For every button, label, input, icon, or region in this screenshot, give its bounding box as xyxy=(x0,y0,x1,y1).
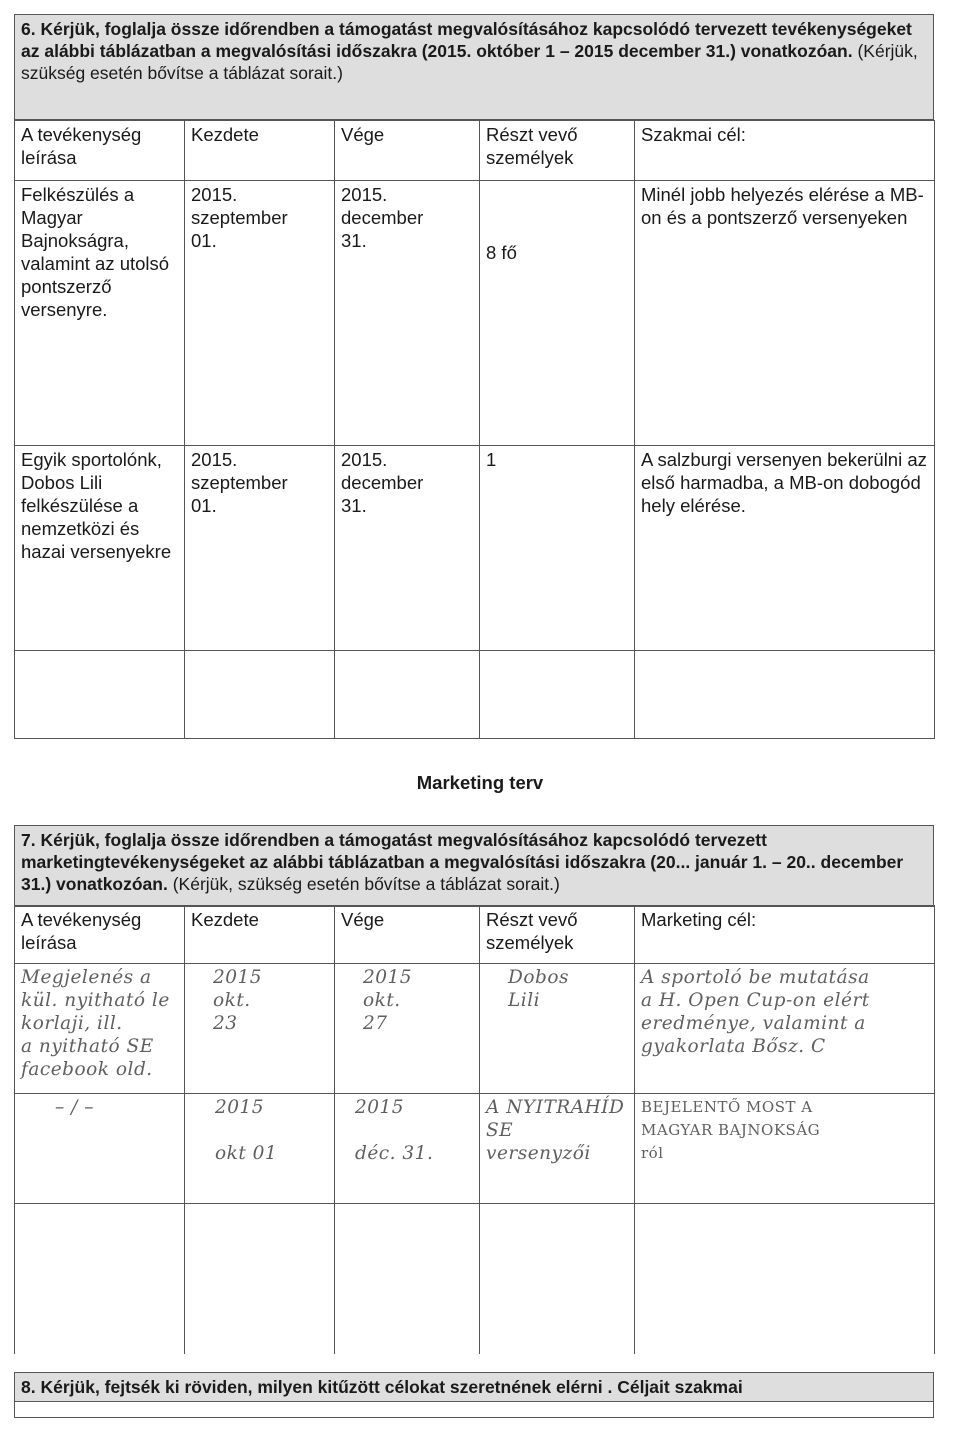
header-end: Vége xyxy=(335,906,480,964)
empty-cell xyxy=(15,1204,185,1354)
header-start: Kezdete xyxy=(185,121,335,181)
handwritten-people: A NYITRAHÍD SE versenyzői xyxy=(480,1094,635,1204)
handwritten-start: 2015 okt. 23 xyxy=(185,964,335,1094)
section-6-text: Kérjük, foglalja össze időrendben a támogatást megvalósításához kapcsolódó tervezett tevékenységeket az alábbi táblázatban a megvalósítási időszakra (2015. október 1 – 2015 december 31.) vonatkozóan. xyxy=(21,19,912,61)
table-row xyxy=(15,181,935,446)
activities-table xyxy=(14,120,935,739)
table-row xyxy=(15,964,935,1094)
header-people: Részt vevő személyek xyxy=(480,906,635,964)
header-end: Vége xyxy=(335,121,480,181)
handwritten-end: 2015 déc. 31. xyxy=(335,1094,480,1204)
section-7-text: Kérjük, foglalja össze időrendben a támogatást megvalósításához kapcsolódó tervezett marketingtevékenységeket az alábbi táblázatban a megvalósítási időszakra (20... január 1. – 20.. december 31.) vonatkozóan. xyxy=(21,830,904,894)
handwritten-people: Dobos Lili xyxy=(480,964,635,1094)
activities-header-row xyxy=(15,121,935,181)
empty-cell xyxy=(480,1204,635,1354)
row-people: 8 fő xyxy=(480,181,635,446)
empty-cell xyxy=(635,1204,935,1354)
empty-cell xyxy=(335,651,480,739)
section-8-header xyxy=(14,1372,934,1402)
empty-cell xyxy=(480,651,635,739)
marketing-title: Marketing terv xyxy=(416,772,544,793)
empty-cell xyxy=(185,651,335,739)
handwritten-start: 2015 okt 01 xyxy=(185,1094,335,1204)
row-end: 2015. december 31. xyxy=(335,446,480,651)
header-people: Részt vevő személyek xyxy=(480,121,635,181)
table-row-empty xyxy=(15,651,935,739)
header-activity: A tevékenység leírása xyxy=(15,121,185,181)
table-row-empty xyxy=(15,1204,935,1354)
empty-cell xyxy=(15,651,185,739)
row-activity: Felkészülés a Magyar Bajnokságra, valamint az utolsó pontszerző versenyre. xyxy=(15,181,185,446)
empty-cell xyxy=(185,1204,335,1354)
section-7-note: (Kérjük, szükség esetén bővítse a táblázat sorait.) xyxy=(172,874,560,894)
section-7-header xyxy=(14,825,934,907)
header-activity: A tevékenység leírása xyxy=(15,906,185,964)
row-start: 2015. szeptember 01. xyxy=(185,446,335,651)
marketing-header-row xyxy=(15,906,935,964)
row-activity: Egyik sportolónk, Dobos Lili felkészülése a nemzetközi és hazai versenyekre xyxy=(15,446,185,651)
header-goal: Szakmai cél: xyxy=(635,121,935,181)
row-end: 2015. december 31. xyxy=(335,181,480,446)
header-goal: Marketing cél: xyxy=(635,906,935,964)
handwritten-goal: BEJELENTŐ MOST A MAGYAR BAJNOKSÁG ról xyxy=(635,1094,935,1204)
empty-cell xyxy=(635,651,935,739)
section-8-number: 8. xyxy=(21,1377,36,1397)
empty-cell xyxy=(335,1204,480,1354)
section-6-header xyxy=(14,14,934,120)
section-8-text: Kérjük, fejtsék ki röviden, milyen kitűzött célokat szeretnének elérni . Céljait szakmai xyxy=(40,1377,743,1397)
table-row xyxy=(15,1094,935,1204)
row-start: 2015. szeptember 01. xyxy=(185,181,335,446)
row-goal: A salzburgi versenyen bekerülni az első harmadba, a MB-on dobogód hely elérése. xyxy=(635,446,935,651)
row-goal: Minél jobb helyezés elérése a MB-on és a pontszerző versenyeken xyxy=(635,181,935,446)
section-7-number: 7. xyxy=(21,830,36,850)
header-start: Kezdete xyxy=(185,906,335,964)
handwritten-goal: A sportoló be mutatása a H. Open Cup-on elért eredménye, valamint a gyakorlata Bősz. C xyxy=(635,964,935,1094)
table-row xyxy=(15,446,935,651)
section-6-number: 6. xyxy=(21,19,36,39)
handwritten-activity: Megjelenés a kül. nyitható le korlaji, ill. a nyitható SE facebook old. xyxy=(15,964,185,1094)
handwritten-end: 2015 okt. 27 xyxy=(335,964,480,1094)
section-8-answer-area xyxy=(14,1402,934,1418)
section-6-note: (Kérjük, szükség esetén bővítse a táblázat sorait.) xyxy=(21,41,918,83)
handwritten-activity: – / – xyxy=(15,1094,185,1204)
marketing-table xyxy=(14,905,935,1354)
row-people: 1 xyxy=(480,446,635,651)
